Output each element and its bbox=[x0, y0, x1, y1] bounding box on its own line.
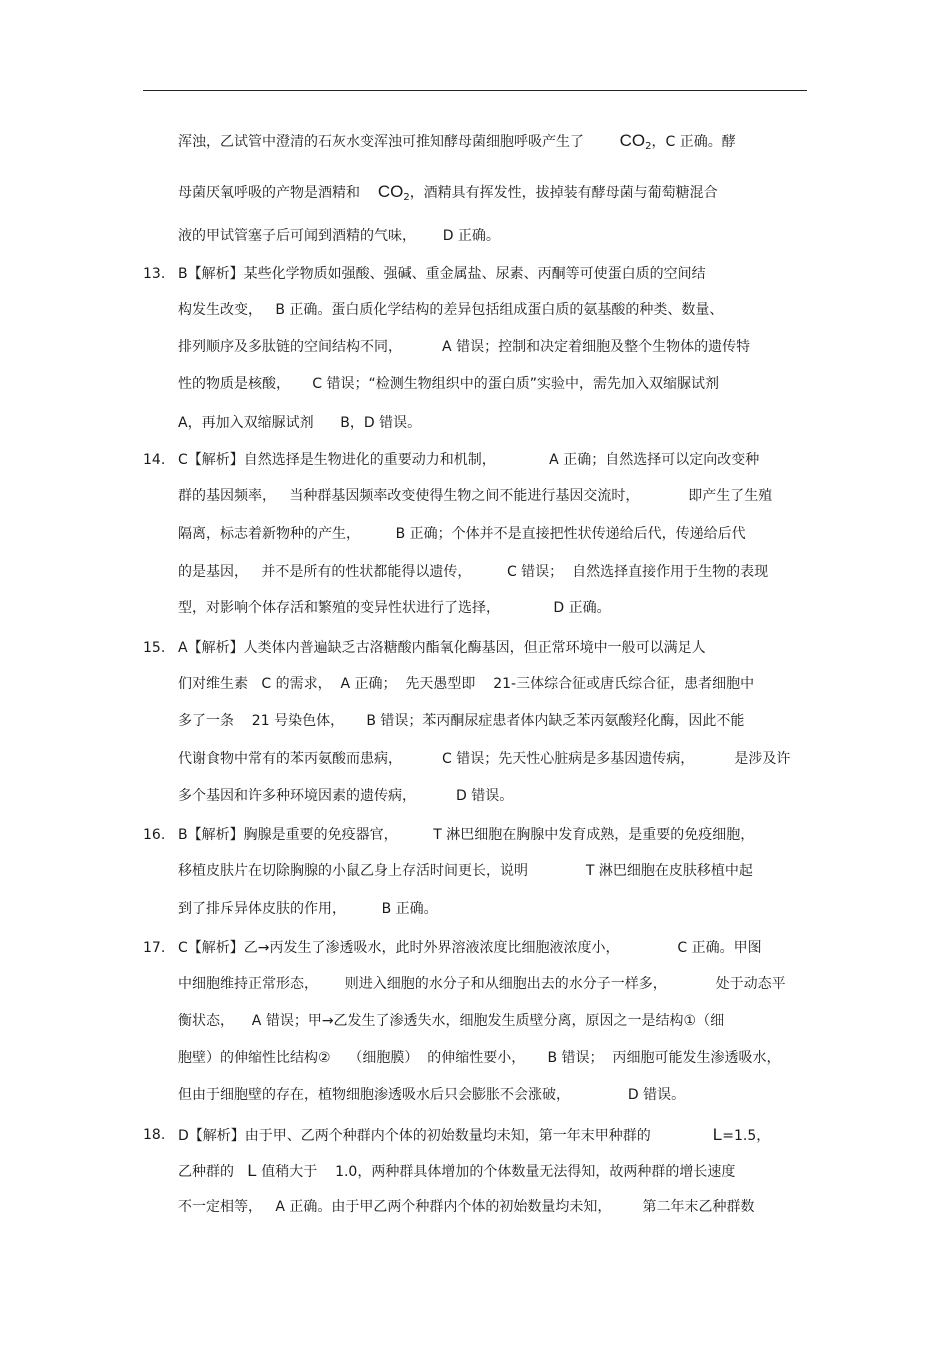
item-13-line: 构发生改变， B 正确。蛋白质化学结构的差异包括组成蛋白质的氨基酸的种类、数量、 bbox=[178, 302, 724, 318]
intro-line-1: 浑浊，乙试管中澄清的石灰水变浑浊可推知酵母菌细胞呼吸产生了 $CO_2$，C 正确。酵 bbox=[178, 131, 736, 152]
intro-line-2: 母菌厌氧呼吸的产物是酒精和 $CO_2$，酒精具有挥发性，拔掉装有酵母菌与葡萄糖混合 bbox=[178, 182, 718, 203]
item-17-line: C【解析】乙→丙发生了渗透吸水，此时外界溶液浓度比细胞液浓度小， C 正确。甲图 bbox=[178, 940, 762, 956]
item-13-line: A，再加入双缩脲试剂 B，D 错误。 bbox=[178, 415, 422, 431]
item-number: 13. bbox=[143, 266, 166, 282]
item-15-line: 们对维生素 C 的需求， A 正确； 先天愚型即 21-三体综合征或唐氏综合征，患者细胞中 bbox=[178, 676, 755, 692]
item-number: 17. bbox=[143, 940, 166, 956]
item-17-line: 胞壁）的伸缩性比结构② （细胞膜） 的伸缩性要小， B 错误； 丙细胞可能发生渗透吸水， bbox=[178, 1050, 781, 1066]
item-18-line: D【解析】由于甲、乙两个种群内个体的初始数量均未知，第一年末甲种群的 L=1.5， bbox=[178, 1125, 771, 1144]
item-13-line: B【解析】某些化学物质如强酸、强碱、重金属盐、尿素、丙酮等可使蛋白质的空间结 bbox=[178, 266, 706, 282]
item-17-line: 中细胞维持正常形态， 则进入细胞的水分子和从细胞出去的水分子一样多， 处于动态平 bbox=[178, 976, 786, 992]
item-16-line: 到了排斥异体皮肤的作用， B 正确。 bbox=[178, 901, 438, 917]
intro-line-3: 液的甲试管塞子后可闻到酒精的气味， D 正确。 bbox=[178, 228, 500, 244]
item-number: 14. bbox=[143, 452, 166, 468]
item-number: 15. bbox=[143, 640, 166, 656]
item-15-line: 多个基因和许多种环境因素的遗传病， D 错误。 bbox=[178, 788, 514, 804]
header-rule bbox=[143, 90, 807, 91]
item-16-line: B【解析】胸腺是重要的免疫器官， T 淋巴细胞在胸腺中发育成熟，是重要的免疫细胞， bbox=[178, 827, 755, 843]
item-14-line: 型，对影响个体存活和繁殖的变异性状进行了选择， D 正确。 bbox=[178, 600, 611, 616]
item-14-line: 群的基因频率， 当种群基因频率改变使得生物之间不能进行基因交流时， 即产生了生殖 bbox=[178, 488, 773, 504]
item-16-line: 移植皮肤片在切除胸腺的小鼠乙身上存活时间更长，说明 T 淋巴细胞在皮肤移植中起 bbox=[178, 863, 753, 879]
item-14-line: 隔离，标志着新物种的产生， B 正确；个体并不是直接把性状传递给后代，传递给后代 bbox=[178, 526, 746, 542]
item-14-line: 的是基因， 并不是所有的性状都能得以遗传， C 错误； 自然选择直接作用于生物的表现 bbox=[178, 564, 769, 580]
item-number: 18. bbox=[143, 1127, 166, 1143]
item-17-line: 但由于细胞壁的存在，植物细胞渗透吸水后只会膨胀不会涨破， D 错误。 bbox=[178, 1087, 686, 1103]
item-15-line: 多了一条 21 号染色体， B 错误；苯丙酮尿症患者体内缺乏苯丙氨酸羟化酶，因此不能 bbox=[178, 713, 745, 729]
item-number: 16. bbox=[143, 827, 166, 843]
item-15-line: A【解析】人类体内普遍缺乏古洛糖酸内酯氧化酶基因，但正常环境中一般可以满足人 bbox=[178, 640, 706, 656]
item-15-line: 代谢食物中常有的苯丙氨酸而患病， C 错误；先天性心脏病是多基因遗传病， 是涉及许 bbox=[178, 751, 791, 767]
item-14-line: C【解析】自然选择是生物进化的重要动力和机制， A 正确；自然选择可以定向改变种 bbox=[178, 452, 760, 468]
item-18-line: 乙种群的 L 值稍大于 1.0，两种群具体增加的个体数量无法得知，故两种群的增长速度 bbox=[178, 1161, 736, 1180]
item-13-line: 性的物质是核酸， C 错误；“检测生物组织中的蛋白质”实验中，需先加入双缩脲试剂 bbox=[178, 376, 719, 392]
item-18-line: 不一定相等， A 正确。由于甲乙两个种群内个体的初始数量均未知， 第二年末乙种群数 bbox=[178, 1199, 755, 1215]
item-17-line: 衡状态， A 错误；甲→乙发生了渗透失水，细胞发生质壁分离，原因之一是结构①（细 bbox=[178, 1013, 725, 1029]
item-13-line: 排列顺序及多肽链的空间结构不同， A 错误；控制和决定着细胞及整个生物体的遗传特 bbox=[178, 339, 751, 355]
